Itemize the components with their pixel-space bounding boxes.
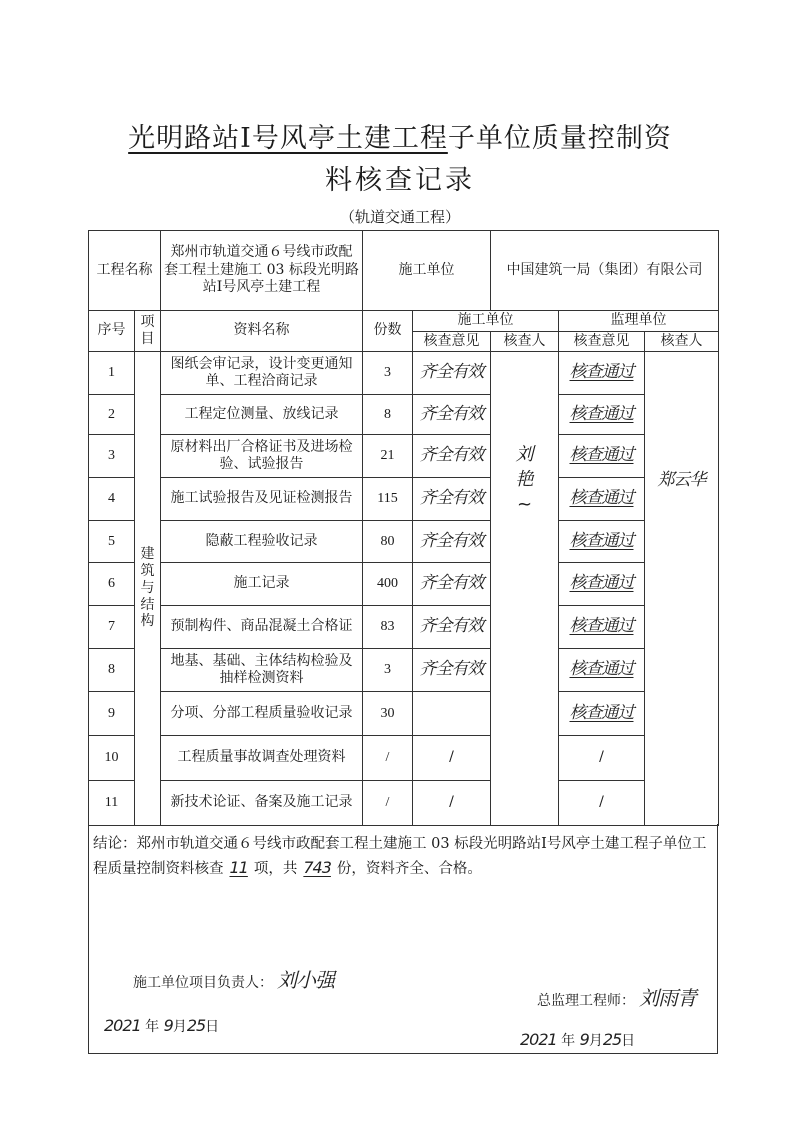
chief-supervisor-signature: 刘雨青 [639,986,696,1010]
col-item: 项目 [135,311,161,352]
construction-unit-label: 施工单位 [363,231,491,311]
project-name-value: 郑州市轨道交通６号线市政配套工程土建施工 03 标段光明路站Ⅰ号风亭土建工程 [161,231,363,311]
row-construction-opinion: 齐全有效 [413,435,491,478]
row-supervision-opinion: 核查通过 [559,563,645,606]
row-copies: 3 [363,352,413,395]
row-doc-name: 图纸会审记录，设计变更通知单、工程洽商记录 [161,352,363,395]
table-row [89,395,719,435]
project-manager-label: 施工单位项目负责人： [133,975,273,991]
table-row [89,649,719,692]
table-row [89,521,719,563]
row-seq: 9 [89,692,135,736]
row-seq: 7 [89,606,135,649]
row-copies: 8 [363,395,413,435]
row-construction-opinion: 齐全有效 [413,478,491,521]
row-construction-opinion: 齐全有效 [413,521,491,563]
row-seq: 6 [89,563,135,606]
category-cell: 建筑与结构 [135,352,161,826]
title-underlined-part: 光明路站Ⅰ号风亭土建工程 [128,123,448,154]
conclusion-copies-total: 743 [303,858,331,877]
row-copies: 83 [363,606,413,649]
row-doc-name: 工程质量事故调查处理资料 [161,736,363,781]
table-row [89,352,719,395]
row-seq: 4 [89,478,135,521]
row-copies: 80 [363,521,413,563]
row-supervision-opinion: / [559,781,645,826]
table-row [89,563,719,606]
table-row [89,736,719,781]
chief-supervisor-label: 总监理工程师： [537,993,635,1009]
row-doc-name: 地基、基础、主体结构检验及抽样检测资料 [161,649,363,692]
row-seq: 11 [89,781,135,826]
table-row [89,606,719,649]
row-supervision-opinion: 核查通过 [559,649,645,692]
row-doc-name: 施工试验报告及见证检测报告 [161,478,363,521]
row-seq: 10 [89,736,135,781]
row-doc-name: 分项、分部工程质量验收记录 [161,692,363,736]
table-row [89,781,719,826]
col-construction-opinion: 核查意见 [413,331,491,352]
header-row-1 [89,311,719,332]
row-seq: 2 [89,395,135,435]
row-supervision-opinion: 核查通过 [559,435,645,478]
conclusion-mid: 项，共 [253,861,298,877]
col-supervision-unit: 监理单位 [559,311,719,332]
row-doc-name: 预制构件、商品混凝土合格证 [161,606,363,649]
row-doc-name: 原材料出厂合格证书及进场检验、试验报告 [161,435,363,478]
row-supervision-opinion: 核查通过 [559,478,645,521]
conclusion-text [93,832,713,881]
supervision-reviewer-signature: 郑云华 [645,352,719,826]
table-row [89,692,719,736]
document-subtitle: （轨道交通工程） [339,208,460,226]
row-copies: 115 [363,478,413,521]
row-seq: 5 [89,521,135,563]
conclusion-prefix: 结论：郑州市轨道交通６号线市政配套工程土建施工 03 标段光明路站Ⅰ号风亭土建工程子单位工程质量控制资料核查 [93,836,707,877]
row-doc-name: 工程定位测量、放线记录 [161,395,363,435]
col-copies: 份数 [363,311,413,352]
table-row [89,478,719,521]
supervision-sign-date: 2021 年 9月25日 [520,1030,636,1049]
row-seq: 8 [89,649,135,692]
chief-supervisor-signature-block [537,982,696,1011]
document-title-line1 [60,116,740,155]
row-construction-opinion: 齐全有效 [413,395,491,435]
row-copies: / [363,736,413,781]
project-manager-signature: 刘小强 [277,968,334,992]
document-title-line2: 料核查记录 [325,165,475,196]
row-construction-opinion: 齐全有效 [413,606,491,649]
col-construction-unit: 施工单位 [413,311,559,332]
row-supervision-opinion: 核查通过 [559,606,645,649]
row-seq: 1 [89,352,135,395]
col-doc-name: 资料名称 [161,311,363,352]
conclusion-items-count: 11 [229,858,248,877]
col-supervision-reviewer: 核查人 [645,331,719,352]
project-row [89,231,719,311]
col-supervision-opinion: 核查意见 [559,331,645,352]
row-seq: 3 [89,435,135,478]
row-copies: 21 [363,435,413,478]
row-copies: / [363,781,413,826]
row-construction-opinion: 齐全有效 [413,352,491,395]
row-supervision-opinion: 核查通过 [559,521,645,563]
project-name-label: 工程名称 [89,231,161,311]
row-supervision-opinion: 核查通过 [559,352,645,395]
row-doc-name: 隐蔽工程验收记录 [161,521,363,563]
col-seq: 序号 [89,311,135,352]
construction-unit-value: 中国建筑一局（集团）有限公司 [491,231,719,311]
row-copies: 30 [363,692,413,736]
row-construction-opinion [413,692,491,736]
conclusion-suffix: 份，资料齐全、合格。 [336,861,482,877]
row-copies: 400 [363,563,413,606]
construction-reviewer-signature: 刘 艳 ~ [491,352,559,826]
row-construction-opinion: / [413,736,491,781]
row-doc-name: 新技术论证、备案及施工记录 [161,781,363,826]
row-supervision-opinion: 核查通过 [559,692,645,736]
table-row [89,435,719,478]
row-supervision-opinion: 核查通过 [559,395,645,435]
row-construction-opinion: 齐全有效 [413,649,491,692]
row-construction-opinion: / [413,781,491,826]
quality-control-table [88,230,719,826]
row-construction-opinion: 齐全有效 [413,563,491,606]
row-doc-name: 施工记录 [161,563,363,606]
row-supervision-opinion: / [559,736,645,781]
row-copies: 3 [363,649,413,692]
construction-sign-date: 2021 年 9月25日 [104,1016,220,1035]
title-rest-part: 子单位质量控制资 [447,123,672,154]
col-construction-reviewer: 核查人 [491,331,559,352]
project-manager-signature-block [133,964,334,993]
